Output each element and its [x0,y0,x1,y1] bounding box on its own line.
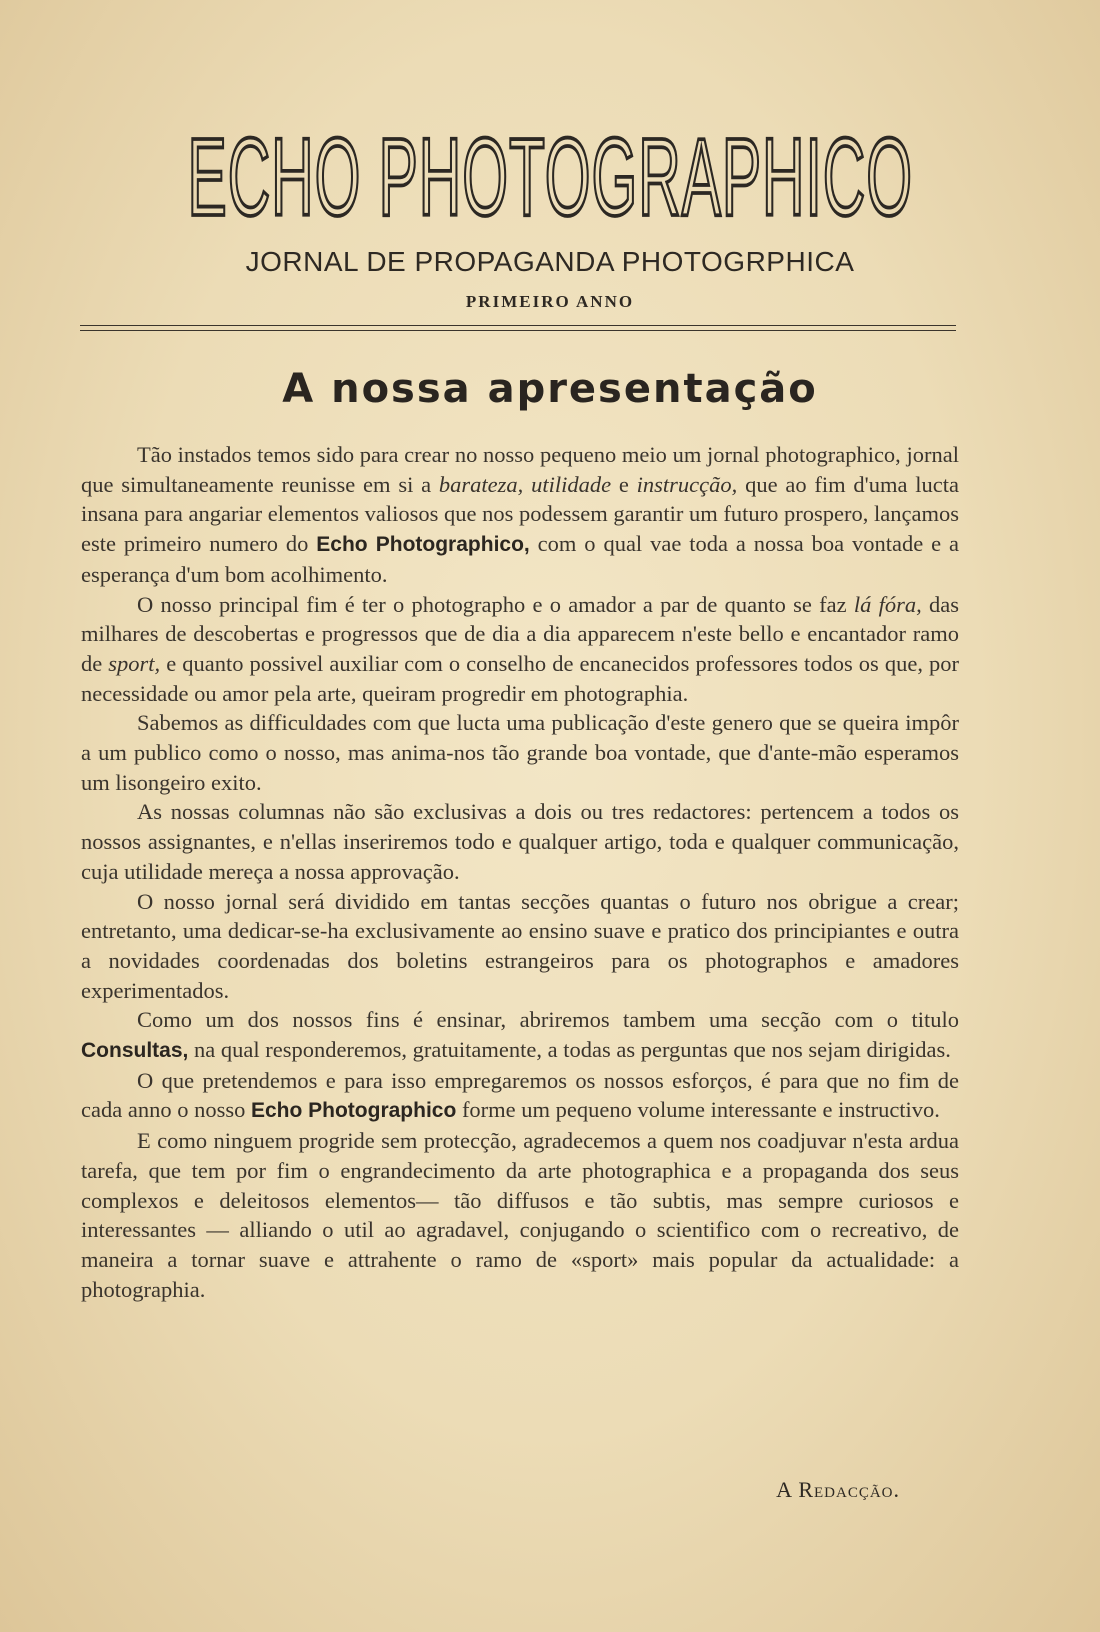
text-run: Como um dos nossos fins é ensinar, abriremos tambem uma secção com o titulo [137,1007,959,1033]
text-run: Tão instados temos sido para crear no nosso pequeno meio um jornal photographico, jornal que simultaneamente reunisse em si a [81,442,959,497]
double-rule-top [80,325,956,326]
newspaper-title: ECHO PHOTOGRAPHICO [187,115,913,239]
paragraph-6 [81,1005,959,1065]
italic-run: lá fóra, [853,591,922,617]
paragraph-3: Sabemos as difficuldades com que lucta uma publicação d'este genero que se queira impôr a um publico como o nosso, mas anima-nos tão grande boa vontade, que d'ante-mão esperamos um lisongeiro exito. [81,710,959,795]
paragraph-8: E como ninguem progride sem protecção, agradecemos a quem nos coadjuvar n'esta ardua tarefa, que tem por fim o engrandecimento da arte photographica e a propaganda dos seus complexos e deleitosos elementos— tão diffusos e tão subtis, mas sempre curiosos e interessantes — alliando o util ao agradavel, conjugando o scientifico com o recreativo, de maneira a tornar suave e attrahente o ramo de «sport» mais popular da actualidade: a photographia. [81,1128,959,1302]
volume-label: PRIMEIRO ANNO [465,292,635,311]
article-heading: A nossa apresentação [282,366,818,412]
text-run: O que pretendemos e para isso empregaremos os nossos esforços, é para que no fim de cada anno o nosso [81,1067,959,1123]
masthead [0,115,1100,239]
text-run: que ao fim d'uma lucta insana para angariar elementos valiosos que nos podessem garantir um futuro prospero, lançamos este primeiro numero do [81,471,959,557]
text-run: O nosso principal fim é ter o photographo e o amador a par de quanto se faz [137,591,854,617]
text-run: e [611,471,637,497]
bold-run: Echo Photographico [250,1099,457,1123]
paragraph-4: As nossas columnas não são exclusivas a dois ou tres redactores: pertencem a todos os nossos assignantes, e n'ellas inseriremos todo e qualquer artigo, toda e qualquer communicação, cuja utilidade mereça a nossa approvação. [81,799,959,884]
italic-run: barateza, utilidade [438,471,612,497]
signature: A Redacção. [776,1477,900,1502]
paragraph-1 [81,440,959,590]
text-run: com o qual vae toda a nossa boa vontade e a esperança d'um bom acolhimento. [81,531,960,587]
bold-run: Echo Photographico, [316,533,530,557]
bold-run: Consultas, [81,1039,189,1063]
newspaper-subtitle: JORNAL DE PROPAGANDA PHOTOGRPHICA [245,246,855,277]
double-rule-bottom [80,330,956,331]
paragraph-5: O nosso jornal será dividido em tantas secções quantas o futuro nos obrigue a crear; entretanto, uma dedicar-se-ha exclusivamente ao ensino suave e pratico dos principiantes e outra a novidades coordenadas dos boletins estrangeiros para os photographos e amadores experimentados. [81,888,959,1003]
text-run: na qual responderemos, gratuitamente, a todas as perguntas que nos sejam dirigidas. [188,1037,951,1063]
italic-run: sport, [108,650,161,676]
paragraph-7 [81,1066,959,1126]
text-run: forme um pequeno volume interessante e instructivo. [456,1097,940,1123]
italic-run: instrucção, [636,471,738,497]
article-body [81,440,959,1304]
text-run: das milhares de descobertas e progressos que de dia a dia apparecem n'este bello e encantador ramo de [81,591,959,676]
text-run: e quanto possivel auxiliar com o conselho de encanecidos professores todos os que, por necessidade ou amor pela arte, queiram progredir em photographia. [81,650,959,706]
paragraph-2 [81,590,959,709]
